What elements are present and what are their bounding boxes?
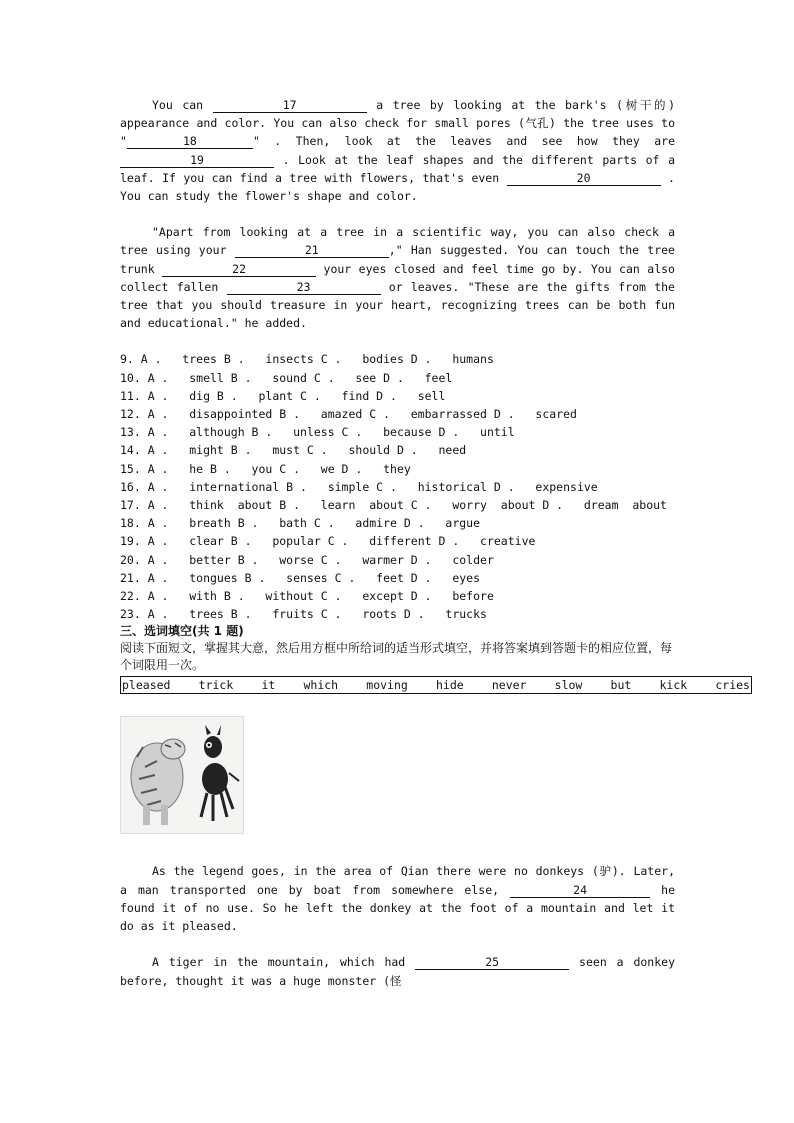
blank-18[interactable]: 18	[127, 134, 253, 149]
blank-21[interactable]: 21	[235, 243, 389, 258]
text: A tiger in the mountain, which had	[152, 955, 406, 970]
word-bank-item: which	[303, 678, 339, 693]
option-row-21: 21. A . tongues B . senses C . feet D . eyes	[120, 570, 481, 585]
text: your eyes closed and feel time go by. You can also collect fallen	[120, 261, 675, 294]
word-bank-item: it	[261, 678, 276, 693]
option-row-19: 19. A . clear B . popular C . different D . creative	[120, 534, 536, 549]
blank-22[interactable]: 22	[162, 262, 316, 277]
word-bank-item: never	[491, 678, 527, 693]
option-row-20: 20. A . better B . worse C . warmer D . colder	[120, 552, 494, 567]
passage1-paragraph2	[120, 223, 675, 332]
option-row-12: 12. A . disappointed B . amazed C . embarrassed D . scared	[120, 407, 577, 422]
passage2-paragraph2	[120, 953, 675, 989]
text: "Apart from looking at a tree in a scientific way, you can also check a tree using your	[120, 225, 675, 258]
word-bank-item: but	[610, 678, 632, 693]
passage2-paragraph1	[120, 862, 675, 935]
word-bank-item: moving	[366, 678, 408, 693]
tiger-donkey-illustration	[120, 716, 244, 834]
option-row-23: 23. A . trees B . fruits C . roots D . trucks	[120, 607, 487, 622]
option-row-11: 11. A . dig B . plant C . find D . sell	[120, 388, 446, 403]
blank-17[interactable]: 17	[213, 98, 367, 113]
blank-25[interactable]: 25	[415, 955, 569, 970]
text: You can	[152, 98, 204, 112]
text: . Look at the leaf shapes and the different parts of a leaf. If you can find a tree with flowers, that's even	[120, 152, 675, 185]
text: ," Han suggested. You can touch the tree trunk	[120, 243, 675, 276]
blank-23[interactable]: 23	[227, 280, 381, 295]
word-bank-item: cries	[715, 678, 750, 693]
word-bank-item: hide	[435, 678, 464, 693]
option-row-9: 9. A . trees B . insects C . bodies D . humans	[120, 352, 494, 367]
word-bank	[120, 676, 752, 694]
option-row-10: 10. A . smell B . sound C . see D . feel	[120, 370, 453, 385]
blank-24[interactable]: 24	[510, 883, 650, 898]
blank-19[interactable]: 19	[120, 153, 274, 168]
word-bank-item: trick	[198, 678, 234, 693]
text: seen a donkey before, thought it was a huge monster (怪	[120, 955, 675, 988]
option-row-17: 17. A . think about B . learn about C . worry about D . dream about	[120, 498, 667, 513]
text: or leaves. "These are the gifts from the tree that you should treasure in your heart, recognizing trees can be both fun and educational." he added.	[120, 279, 675, 331]
option-row-15: 15. A . he B . you C . we D . they	[120, 461, 411, 476]
option-row-16: 16. A . international B . simple C . historical D . expensive	[120, 479, 598, 494]
option-row-13: 13. A . although B . unless C . because D . until	[120, 425, 515, 440]
blank-20[interactable]: 20	[507, 171, 661, 186]
text: " . Then, look at the leaves and see how they are	[252, 134, 675, 149]
text: . You can study the flower's shape and color.	[120, 170, 675, 204]
text: he found it of no use. So he left the donkey at the foot of a mountain and let it do as it pleased.	[120, 882, 675, 934]
section3-title: 三、选词填空(共 1 题)	[120, 624, 244, 639]
word-bank-item: kick	[659, 678, 688, 693]
option-row-22: 22. A . with B . without C . except D . before	[120, 589, 494, 604]
word-bank-item: pleased	[122, 678, 171, 693]
option-row-18: 18. A . breath B . bath C . admire D . argue	[120, 516, 481, 531]
passage1-paragraph1	[120, 96, 675, 205]
option-row-14: 14. A . might B . must C . should D . need	[120, 443, 467, 458]
section3-instructions: 阅读下面短文，掌握其大意，然后用方框中所给词的适当形式填空，并将答案填到答题卡的相应位置，每个词限用一次。	[120, 641, 673, 673]
text: As the legend goes, in the area of Qian there were no donkeys (驴). Later, a man transported one by boat from somewhere else,	[120, 864, 675, 897]
page-content	[120, 96, 750, 990]
word-bank-item: slow	[554, 678, 583, 693]
text: a tree by looking at the bark's (树干的) appearance and color. You can also check for small pores (气孔) the tree uses to "	[120, 98, 675, 149]
options-list	[120, 350, 675, 623]
tiger-donkey-drawing	[121, 717, 243, 833]
